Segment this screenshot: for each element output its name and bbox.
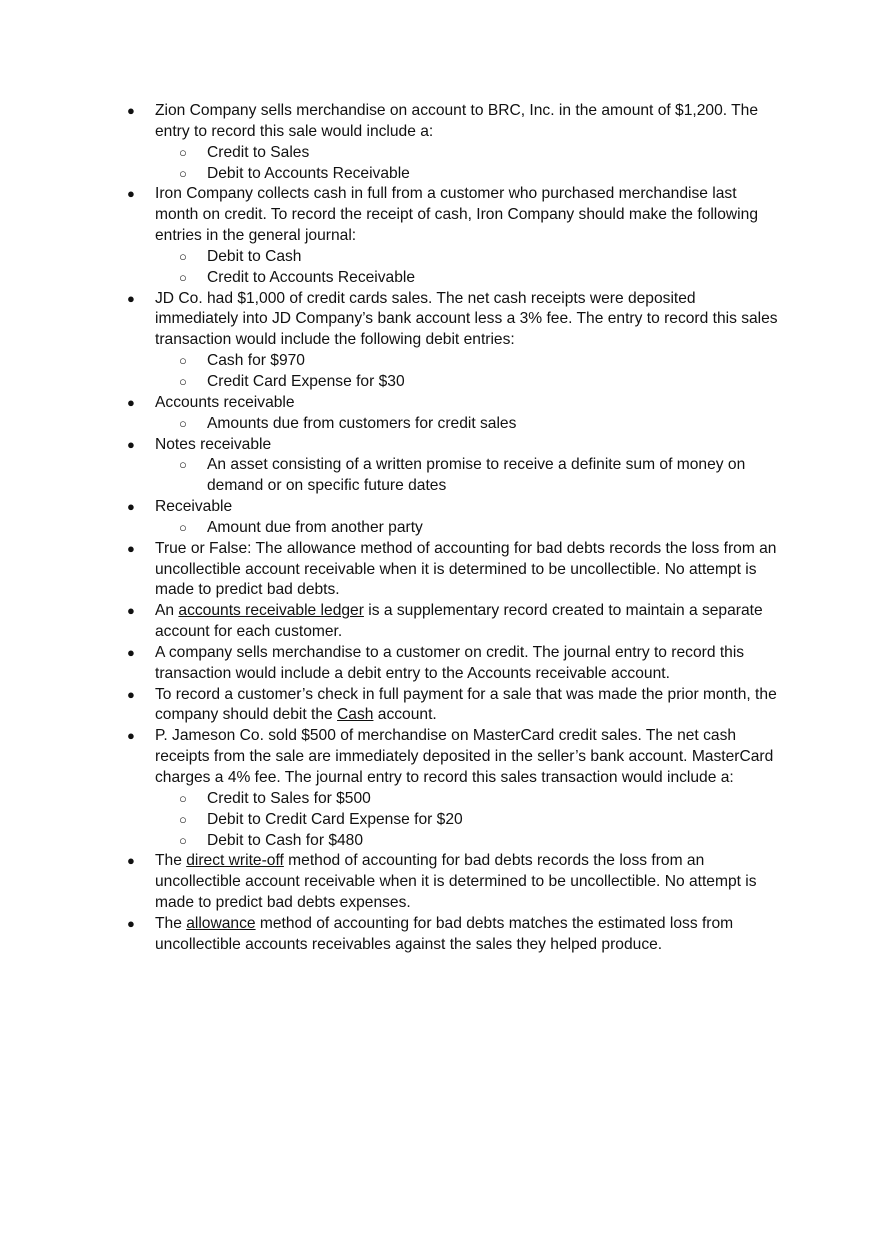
- list-item: [0, 393, 880, 435]
- sub-list-item: [155, 831, 780, 852]
- bullet-icon: ●: [127, 499, 135, 515]
- sub-item-text: Debit to Accounts Receivable: [207, 164, 410, 182]
- bullet-icon: ●: [127, 728, 135, 744]
- item-text: A company sells merchandise to a customer on credit. The journal entry to record this transaction would include a debit entry to the Accounts receivable account.: [155, 643, 745, 682]
- list-item: [0, 601, 880, 643]
- sub-list: [155, 351, 780, 393]
- sub-list-item: [155, 268, 780, 289]
- sub-list-item: [155, 372, 780, 393]
- item-text: Receivable: [155, 498, 233, 516]
- list-item: [0, 101, 880, 184]
- sub-item-text: Amount due from another party: [207, 518, 423, 536]
- sub-list: [155, 247, 780, 289]
- sub-item-text: Debit to Cash for $480: [207, 831, 364, 849]
- list-item: [0, 435, 880, 498]
- notes-content: [0, 101, 880, 956]
- bullet-icon: ●: [127, 436, 135, 452]
- item-text: Zion Company sells merchandise on account to BRC, Inc. in the amount of $1,200. The entry to record this sale would include a:: [155, 102, 759, 140]
- bullet-icon: ●: [127, 290, 135, 306]
- item-text-after: account.: [373, 706, 437, 724]
- item-text: P. Jameson Co. sold $500 of merchandise on MasterCard credit sales. The net cash receipts from the sale are immediately deposited in the seller’s bank account. MasterCard charges a 4% fee. The journal entry to record this sales transaction would include a:: [155, 727, 774, 786]
- circle-bullet-icon: ○: [179, 248, 187, 264]
- item-text-before: An: [155, 602, 179, 620]
- list-item: [0, 539, 880, 602]
- item-text-before: The: [155, 914, 187, 932]
- sub-item-text: Credit to Sales: [207, 143, 310, 161]
- bullet-icon: ●: [127, 186, 135, 202]
- list-item: [0, 914, 880, 956]
- sub-item-text: Debit to Credit Card Expense for $20: [207, 810, 463, 828]
- sub-list-item: [155, 518, 780, 539]
- item-text: Accounts receivable: [155, 393, 295, 411]
- list-item: [0, 685, 880, 727]
- sub-list: [155, 789, 780, 852]
- sub-list-item: [155, 351, 780, 372]
- sub-item-text: Credit Card Expense for $30: [207, 372, 405, 390]
- bullet-icon: ●: [127, 540, 135, 556]
- bullet-list: [0, 101, 880, 956]
- item-text-before: The: [155, 852, 187, 870]
- circle-bullet-icon: ○: [179, 353, 187, 369]
- sub-list: [155, 455, 780, 497]
- item-text: Iron Company collects cash in full from a customer who purchased merchandise last month on credit. To record the receipt of cash, Iron Company should make the following entries in the general journal:: [155, 185, 758, 245]
- list-item: [0, 726, 880, 851]
- sub-list: [155, 518, 780, 539]
- item-text: JD Co. had $1,000 of credit cards sales. The net cash receipts were deposited immediately into JD Company’s bank account less a 3% fee. The entry to record this sales transaction would include the following debit entries:: [155, 289, 778, 349]
- sub-item-text: Credit to Sales for $500: [207, 789, 371, 807]
- circle-bullet-icon: ○: [179, 269, 187, 285]
- circle-bullet-icon: ○: [179, 790, 187, 806]
- circle-bullet-icon: ○: [179, 519, 187, 535]
- circle-bullet-icon: ○: [179, 165, 187, 181]
- circle-bullet-icon: ○: [179, 832, 187, 848]
- sub-item-text: Amounts due from customers for credit sales: [207, 414, 517, 432]
- item-text-after: is a supplementary record created to maintain a separate account for each customer.: [155, 602, 763, 641]
- circle-bullet-icon: ○: [179, 415, 187, 431]
- bullet-icon: ●: [127, 603, 135, 619]
- item-text-before: To record a customer’s check in full payment for a sale that was made the prior month, the company should debit the: [155, 685, 777, 724]
- circle-bullet-icon: ○: [179, 144, 187, 160]
- bullet-icon: ●: [127, 103, 135, 118]
- bullet-icon: ●: [127, 644, 135, 660]
- circle-bullet-icon: ○: [179, 373, 187, 389]
- circle-bullet-icon: ○: [179, 457, 187, 473]
- sub-list-item: [155, 789, 780, 810]
- bullet-icon: ●: [127, 686, 135, 702]
- list-item: [0, 643, 880, 685]
- underlined-term: direct write-off: [186, 852, 284, 870]
- item-text-after: method of accounting for bad debts records the loss from an uncollectible account receivable when it is determined to be uncollectible. No attempt is made to predict bad debts expenses.: [155, 852, 757, 912]
- underlined-term: allowance: [186, 914, 256, 932]
- circle-bullet-icon: ○: [179, 811, 187, 827]
- bullet-icon: ●: [127, 394, 135, 410]
- list-item: [0, 289, 880, 393]
- sub-list-item: [155, 164, 780, 185]
- bullet-icon: ●: [127, 853, 135, 869]
- item-text: Notes receivable: [155, 435, 272, 453]
- sub-list-item: [155, 143, 780, 164]
- sub-list-item: [155, 810, 780, 831]
- underlined-term: Cash: [337, 706, 374, 724]
- sub-list-item: [155, 455, 780, 497]
- sub-list-item: [155, 414, 780, 435]
- list-item: [0, 851, 880, 914]
- sub-item-text: Credit to Accounts Receivable: [207, 268, 416, 286]
- sub-list: [155, 414, 780, 435]
- list-item: [0, 184, 880, 288]
- item-text-after: method of accounting for bad debts matches the estimated loss from uncollectible accounts receivables against the sales they helped produce.: [155, 914, 734, 953]
- bullet-icon: ●: [127, 915, 135, 931]
- sub-list: [155, 143, 780, 185]
- sub-item-text: Cash for $970: [207, 352, 305, 370]
- sub-list-item: [155, 247, 780, 268]
- underlined-term: accounts receivable ledger: [178, 602, 364, 620]
- item-text: True or False: The allowance method of accounting for bad debts records the loss from an uncollectible account receivable when it is determined to be uncollectible. No attempt is made to predict bad debts.: [155, 539, 777, 599]
- sub-item-text: Debit to Cash: [207, 247, 302, 265]
- sub-item-text: An asset consisting of a written promise to receive a definite sum of money on demand or on specific future dates: [207, 456, 746, 495]
- list-item: [0, 497, 880, 539]
